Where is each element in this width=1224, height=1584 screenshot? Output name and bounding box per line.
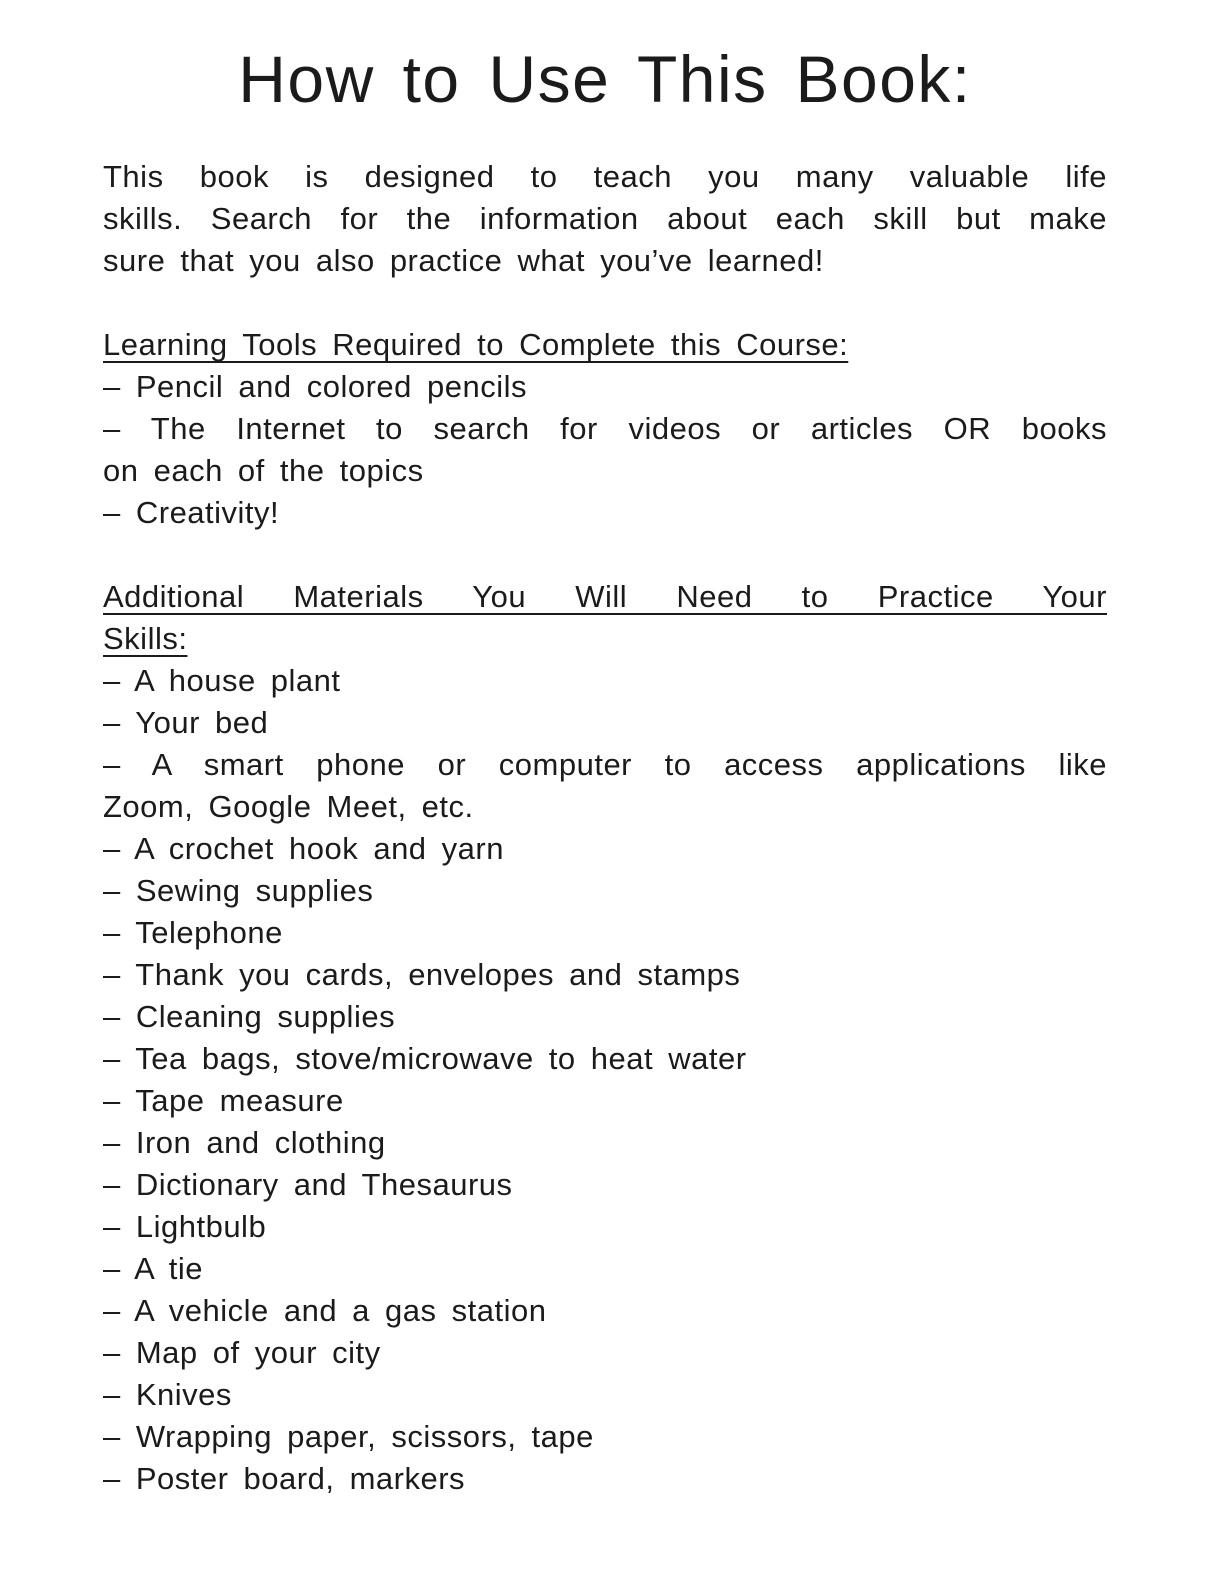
- list-item-line: – Iron and clothing: [103, 1125, 386, 1160]
- list-item-line: – Tea bags, stove/microwave to heat water: [103, 1041, 747, 1076]
- list-item-line: – A crochet hook and yarn: [103, 831, 504, 866]
- list-item-line: – Knives: [103, 1377, 232, 1412]
- list-item-line: – Map of your city: [103, 1335, 381, 1370]
- blank-line: [103, 534, 1107, 576]
- list-item-line: Zoom, Google Meet, etc.: [103, 789, 474, 824]
- paragraph-line: This book is designed to teach you many valuable life: [103, 159, 1107, 194]
- list-item-line: – Poster board, markers: [103, 1461, 466, 1496]
- list-item-line: on each of the topics: [103, 453, 424, 488]
- list-item-line: – A house plant: [103, 663, 341, 698]
- list-item-line: – Sewing supplies: [103, 873, 374, 908]
- list-item-line: – Creativity!: [103, 495, 280, 530]
- heading-line: Learning Tools Required to Complete this Course:: [103, 327, 849, 362]
- list-item-line: – The Internet to search for videos or articles OR books: [103, 411, 1107, 446]
- paragraph-line: sure that you also practice what you’ve learned!: [103, 243, 824, 278]
- list-item-line: – A tie: [103, 1251, 203, 1286]
- list-item-line: – Cleaning supplies: [103, 999, 396, 1034]
- blank-line: [103, 282, 1107, 324]
- list-item-line: – Wrapping paper, scissors, tape: [103, 1419, 594, 1454]
- list-item-line: – Telephone: [103, 915, 283, 950]
- heading-line: Additional Materials You Will Need to Practice Your: [103, 579, 1107, 614]
- list-item-line: – A vehicle and a gas station: [103, 1293, 547, 1328]
- list-item-line: – Thank you cards, envelopes and stamps: [103, 957, 741, 992]
- paragraph-line: skills. Search for the information about each skill but make: [103, 201, 1107, 236]
- page-title: How to Use This Book:: [238, 42, 972, 116]
- paragraph-block: [103, 156, 1107, 282]
- list-block: [103, 366, 1107, 534]
- heading-block: [103, 324, 1107, 366]
- list-item-line: – Lightbulb: [103, 1209, 267, 1244]
- list-block: [103, 660, 1107, 1500]
- list-item-line: – Dictionary and Thesaurus: [103, 1167, 513, 1202]
- list-item-line: – Your bed: [103, 705, 269, 740]
- heading-line: Skills:: [103, 621, 188, 656]
- list-item-line: – A smart phone or computer to access applications like: [103, 747, 1107, 782]
- heading-block: [103, 576, 1107, 660]
- document-blocks: [103, 156, 1107, 1500]
- list-item-line: – Tape measure: [103, 1083, 344, 1118]
- list-item-line: – Pencil and colored pencils: [103, 369, 528, 404]
